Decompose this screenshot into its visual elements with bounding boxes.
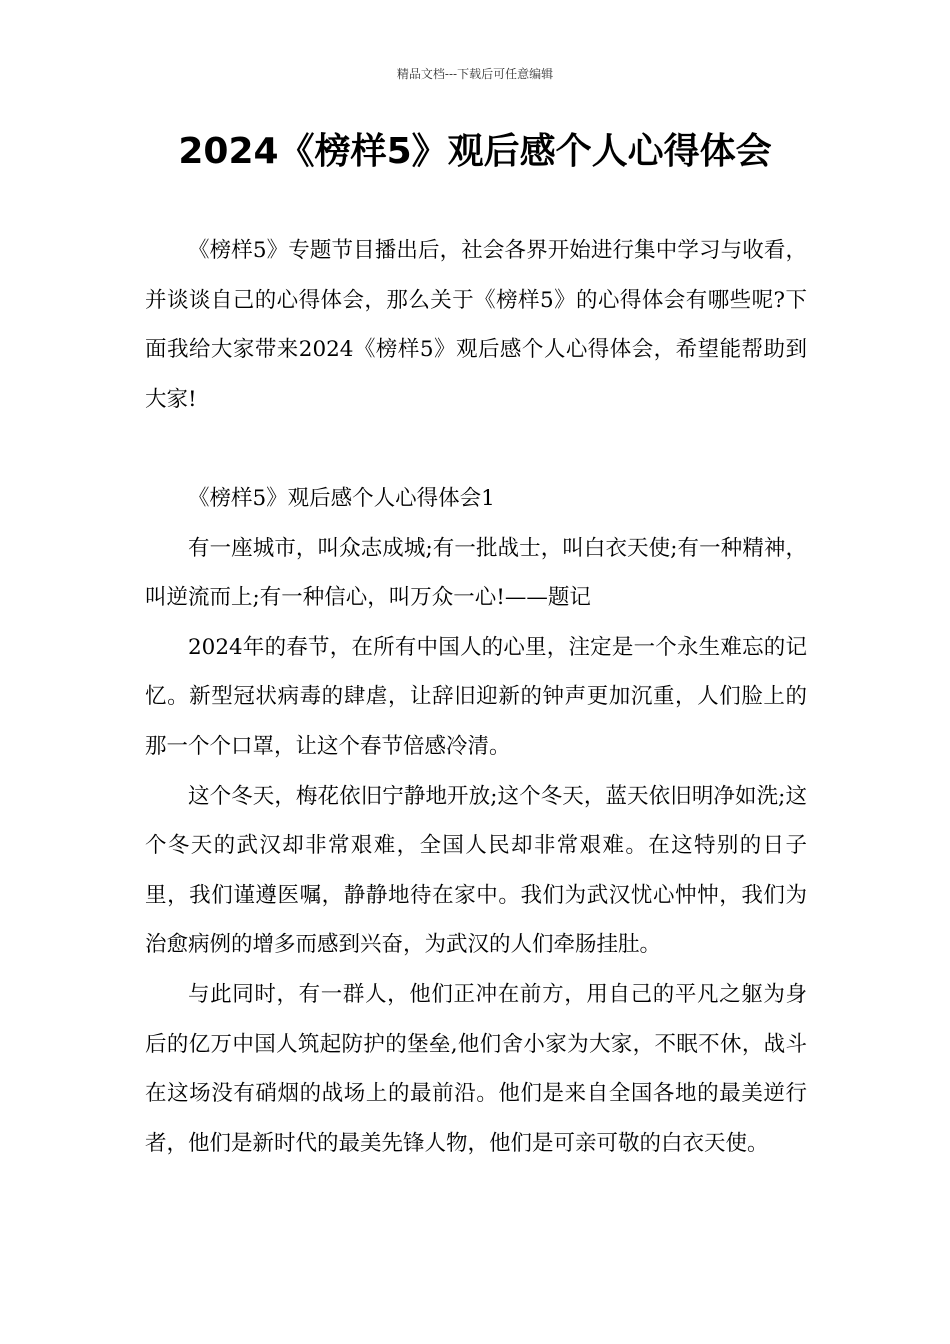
document-title: 2024《榜样5》观后感个人心得体会 (178, 131, 772, 172)
section-heading: 《榜样5》观后感个人心得体会1 (188, 485, 495, 511)
body-paragraph: 这个冬天，梅花依旧宁静地开放;这个冬天，蓝天依旧明净如洗;这个冬天的武汉却非常艰难，全国人民却非常艰难。在这特别的日子里，我们谨遵医嘱，静静地待在家中。我们为武汉忧心忡忡，我们为治愈病例的增多而感到兴奋，为武汉的人们牵肠挂肚。 (145, 783, 807, 958)
paragraph-spacer (145, 424, 807, 474)
document-body (145, 226, 807, 1168)
running-header: 精品文档---下载后可任意编辑 (396, 67, 554, 81)
body-paragraph: 2024年的春节，在所有中国人的心里，注定是一个永生难忘的记忆。新型冠状病毒的肆虐，让辞旧迎新的钟声更加沉重，人们脸上的那一个个口罩，让这个春节倍感冷清。 (145, 634, 807, 759)
body-paragraph: 有一座城市，叫众志成城;有一批战士，叫白衣天使;有一种精神，叫逆流而上;有一种信心，叫万众一心!——题记 (145, 535, 807, 611)
intro-paragraph: 《榜样5》专题节目播出后，社会各界开始进行集中学习与收看，并谈谈自己的心得体会，那么关于《榜样5》的心得体会有哪些呢?下面我给大家带来2024《榜样5》观后感个人心得体会，希望能帮助到大家! (145, 238, 807, 412)
body-paragraph: 与此同时，有一群人，他们正冲在前方，用自己的平凡之躯为身后的亿万中国人筑起防护的堡垒,他们舍小家为大家，不眠不休，战斗在这场没有硝烟的战场上的最前沿。他们是来自全国各地的最美逆行者，他们是新时代的最美先锋人物，他们是可亲可敬的白衣天使。 (145, 981, 807, 1156)
